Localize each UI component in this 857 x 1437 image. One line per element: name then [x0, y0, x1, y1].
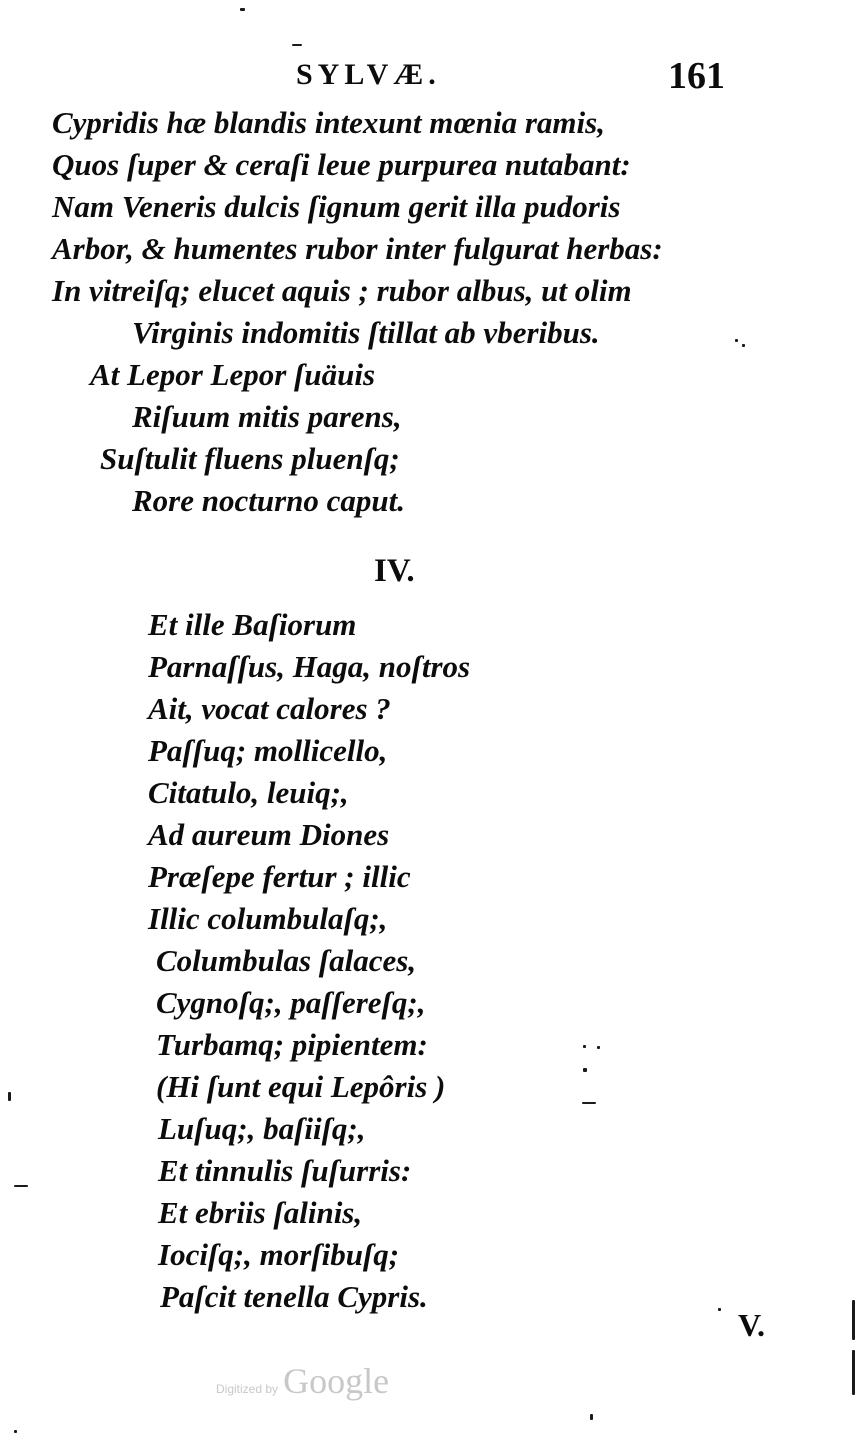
verse-line: Cypridis hæ blandis intexunt mœnia ramis,: [52, 105, 605, 140]
verse-line: Quos ſuper & ceraſi leue purpurea nutabant:: [52, 147, 631, 182]
scan-speck: [292, 44, 302, 46]
scan-speck: [583, 1068, 587, 1072]
scan-speck: [583, 1045, 586, 1048]
scan-speck: [852, 1300, 855, 1340]
scan-speck: [718, 1308, 721, 1311]
verse-line: Paſſuq; mollicello,: [148, 733, 388, 768]
verse-line: Cygnoſq;, paſſereſq;,: [156, 985, 426, 1020]
verse-line: Citatulo, leuiq;,: [148, 775, 349, 810]
verse-line: Et ebriis ſalinis,: [158, 1195, 363, 1230]
scan-speck: [8, 1092, 11, 1101]
verse-line: In vitreiſq; elucet aquis ; rubor albus, ut olim: [52, 273, 632, 308]
watermark-prefix: Digitized by: [216, 1382, 279, 1396]
verse-line: Arbor, & humentes rubor inter fulgurat herbas:: [52, 231, 663, 266]
scan-speck: [742, 344, 745, 347]
verse-line: Iociſq;, morſibuſq;: [158, 1237, 400, 1272]
verse-line: Luſuq;, baſiiſq;,: [158, 1111, 366, 1146]
verse-line: Præſepe fertur ; illic: [148, 859, 411, 894]
scan-speck: [14, 1430, 17, 1433]
verse-line: Nam Veneris dulcis ſignum gerit illa pudoris: [52, 189, 621, 224]
verse-line: Rore nocturno caput.: [132, 483, 406, 518]
running-head: SYLVÆ.: [296, 58, 441, 91]
verse-line: Parnaſſus, Haga, noſtros: [148, 649, 471, 684]
verse-line: Et tinnulis ſuſurris:: [158, 1153, 412, 1188]
verse-line: Paſcit tenella Cypris.: [160, 1279, 428, 1314]
verse-line: Illic columbulaſq;,: [148, 901, 388, 936]
scan-speck: [597, 1046, 600, 1049]
scan-speck: [735, 339, 738, 342]
scan-speck: [582, 1102, 596, 1104]
scan-speck: [240, 8, 245, 11]
verse-line: Columbulas ſalaces,: [156, 943, 417, 978]
scan-speck: [852, 1350, 855, 1395]
catchword: V.: [738, 1307, 765, 1343]
verse-line: Riſuum mitis parens,: [132, 399, 402, 434]
watermark-brand: Google: [283, 1361, 390, 1401]
verse-line: (Hi ſunt equi Lepôris ): [156, 1069, 446, 1104]
verse-line: Ait, vocat calores ?: [148, 691, 391, 726]
page-number: 161: [668, 55, 725, 97]
verse-line: At Lepor Lepor ſuäuis: [90, 357, 376, 392]
section-heading: IV.: [374, 553, 415, 589]
digitization-watermark: [216, 1360, 389, 1402]
scan-speck: [14, 1185, 28, 1187]
verse-line: Virginis indomitis ſtillat ab vberibus.: [132, 315, 600, 350]
verse-line: Suſtulit fluens pluenſq;: [100, 441, 400, 476]
scan-speck: [590, 1414, 593, 1420]
verse-line: Et ille Baſiorum: [148, 607, 357, 642]
verse-line: Turbamq; pipientem:: [156, 1027, 428, 1062]
verse-line: Ad aureum Diones: [148, 817, 390, 852]
